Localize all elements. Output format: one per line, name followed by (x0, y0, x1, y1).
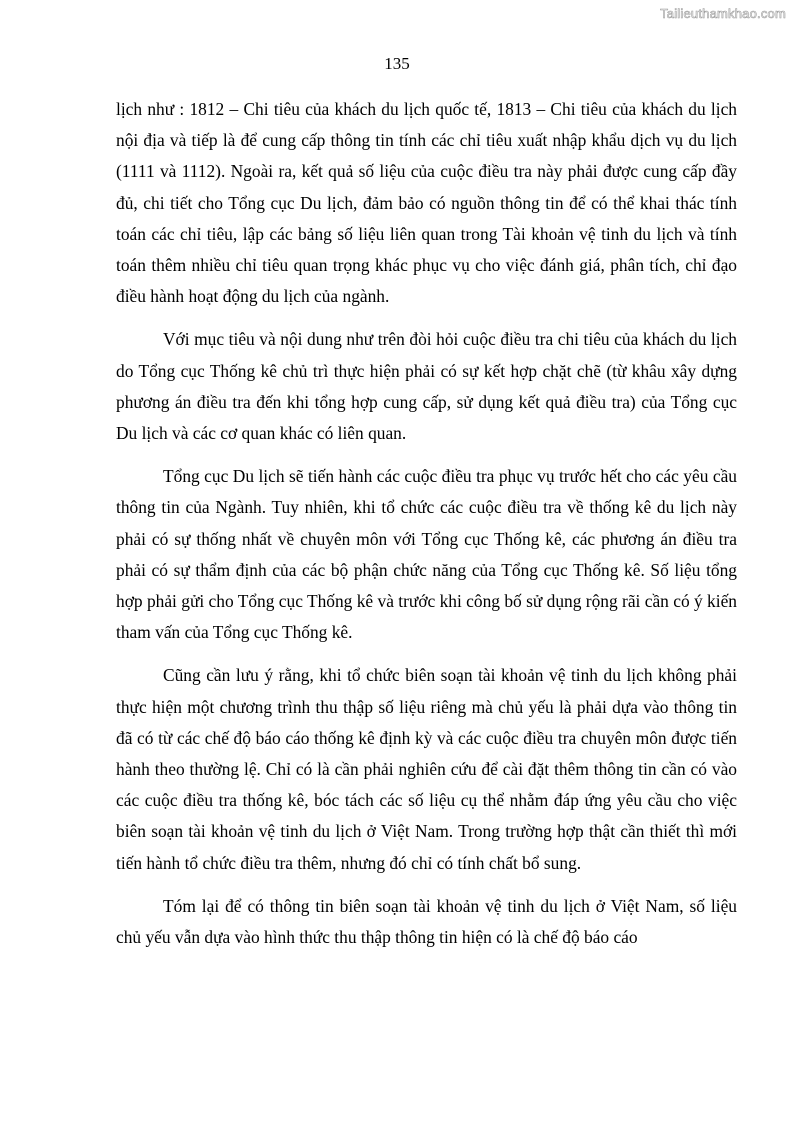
document-body (116, 94, 737, 965)
paragraph-2: Với mục tiêu và nội dung như trên đòi hỏi cuộc điều tra chi tiêu của khách du lịch do Tổng cục Thống kê chủ trì thực hiện phải có sự kết hợp chặt chẽ (từ khâu xây dựng phương án điều tra đến khi tổng hợp cung cấp, sử dụng kết quả điều tra) của Tổng cục Du lịch và các cơ quan khác có liên quan. (116, 329, 737, 444)
watermark-text: Tailieuthamkhao.com (660, 6, 786, 21)
paragraph-1: lịch như : 1812 – Chi tiêu của khách du lịch quốc tế, 1813 – Chi tiêu của khách du lịch nội địa và tiếp là để cung cấp thông tin tính các chỉ tiêu xuất nhập khẩu dịch vụ du lịch (1111 và 1112). Ngoài ra, kết quả số liệu của cuộc điều tra này phải được cung cấp đầy đủ, chi tiết cho Tổng cục Du lịch, đảm bảo có nguồn thông tin để có thể khai thác tính toán các chỉ tiêu, lập các bảng số liệu liên quan trong Tài khoản vệ tinh du lịch và tính toán thêm nhiều chỉ tiêu quan trọng khác phục vụ cho việc đánh giá, phân tích, chỉ đạo điều hành hoạt động du lịch của ngành. (116, 99, 737, 307)
page-number: 135 (384, 54, 410, 73)
paragraph-4: Cũng cần lưu ý rằng, khi tổ chức biên soạn tài khoản vệ tinh du lịch không phải thực hiện một chương trình thu thập số liệu riêng mà chủ yếu là phải dựa vào thông tin đã có từ các chế độ báo cáo thống kê định kỳ và các cuộc điều tra chuyên môn được tiến hành theo thường lệ. Chỉ có là cần phải nghiên cứu để cài đặt thêm thông tin cần có vào các cuộc điều tra thống kê, bóc tách các số liệu cụ thể nhằm đáp ứng yêu cầu cho việc biên soạn tài khoản vệ tinh du lịch ở Việt Nam. Trong trường hợp thật cần thiết thì mới tiến hành tổ chức điều tra thêm, nhưng đó chỉ có tính chất bổ sung. (116, 665, 737, 873)
paragraph-3: Tổng cục Du lịch sẽ tiến hành các cuộc điều tra phục vụ trước hết cho các yêu cầu thông tin của Ngành. Tuy nhiên, khi tổ chức các cuộc điều tra về thống kê du lịch này phải có sự thống nhất về chuyên môn với Tổng cục Thống kê, các phương án điều tra phải có sự thẩm định của các bộ phận chức năng của Tổng cục Thống kê. Số liệu tổng hợp phải gửi cho Tổng cục Thống kê và trước khi công bố sử dụng rộng rãi cần có ý kiến tham vấn của Tổng cục Thống kê. (116, 466, 737, 643)
paragraph-5: Tóm lại để có thông tin biên soạn tài khoản vệ tinh du lịch ở Việt Nam, số liệu chủ yếu vẫn dựa vào hình thức thu thập thông tin hiện có là chế độ báo cáo (116, 895, 737, 948)
